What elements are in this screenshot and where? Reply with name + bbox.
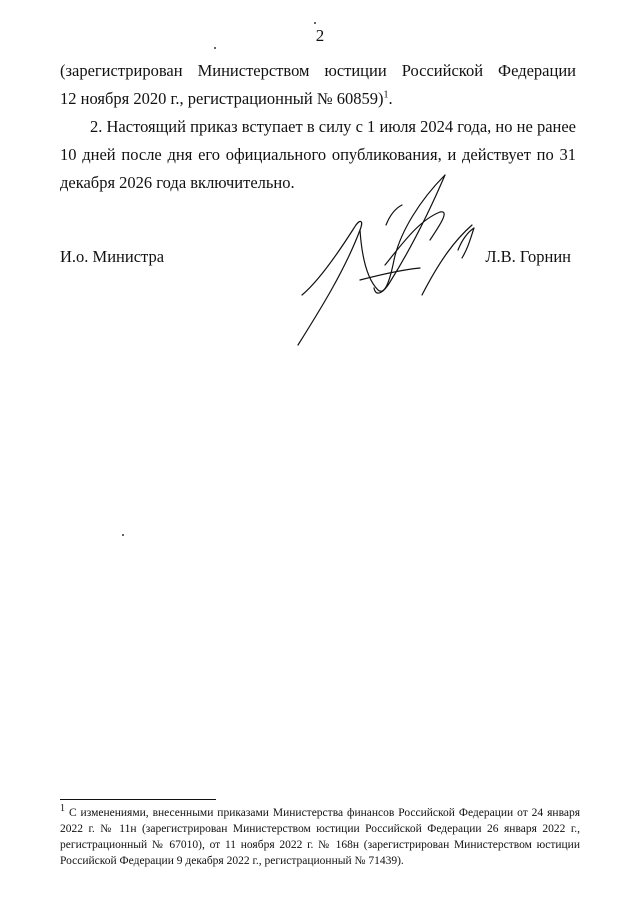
scan-speck bbox=[122, 534, 124, 536]
scan-speck bbox=[314, 22, 316, 24]
footnote-divider bbox=[60, 799, 216, 800]
footnote-marker: 1 bbox=[60, 803, 65, 815]
signatory-name: Л.В. Горнин bbox=[485, 247, 571, 266]
registration-line-end: . bbox=[388, 89, 393, 108]
registration-line-2: 12 ноября 2020 г., регистрационный № 60859) bbox=[60, 89, 384, 108]
scan-speck bbox=[214, 47, 216, 49]
signatory-position: И.о. Министра bbox=[60, 247, 165, 266]
paragraph-effective-date: 2. Настоящий приказ вступает в силу с 1 июля 2024 года, но не ранее 10 дней после дня его официального опубликования, и действует по 31 декабря 2026 года включительно. bbox=[60, 117, 576, 192]
footnote bbox=[60, 805, 580, 869]
registration-line-1: (зарегистрирован Министерством юстиции Российской Федерации bbox=[60, 61, 576, 80]
paragraph-registration bbox=[60, 57, 576, 113]
page-number: 2 bbox=[315, 26, 325, 45]
handwritten-signature bbox=[290, 170, 490, 360]
footnote-text: С изменениями, внесенными приказами Министерства финансов Российской Федерации от 24 января 2022 г. № 11н (зарегистрирован Министерством юстиции Российской Федерации 26 января 2022 г., регистрационный № 67010), от 11 ноября 2022 г. № 168н (зарегистрирован Министерством юстиции Российской Федерации 9 декабря 2022 г., регистрационный № 71439). bbox=[60, 807, 580, 867]
footnote-reference: 1 bbox=[383, 89, 389, 101]
